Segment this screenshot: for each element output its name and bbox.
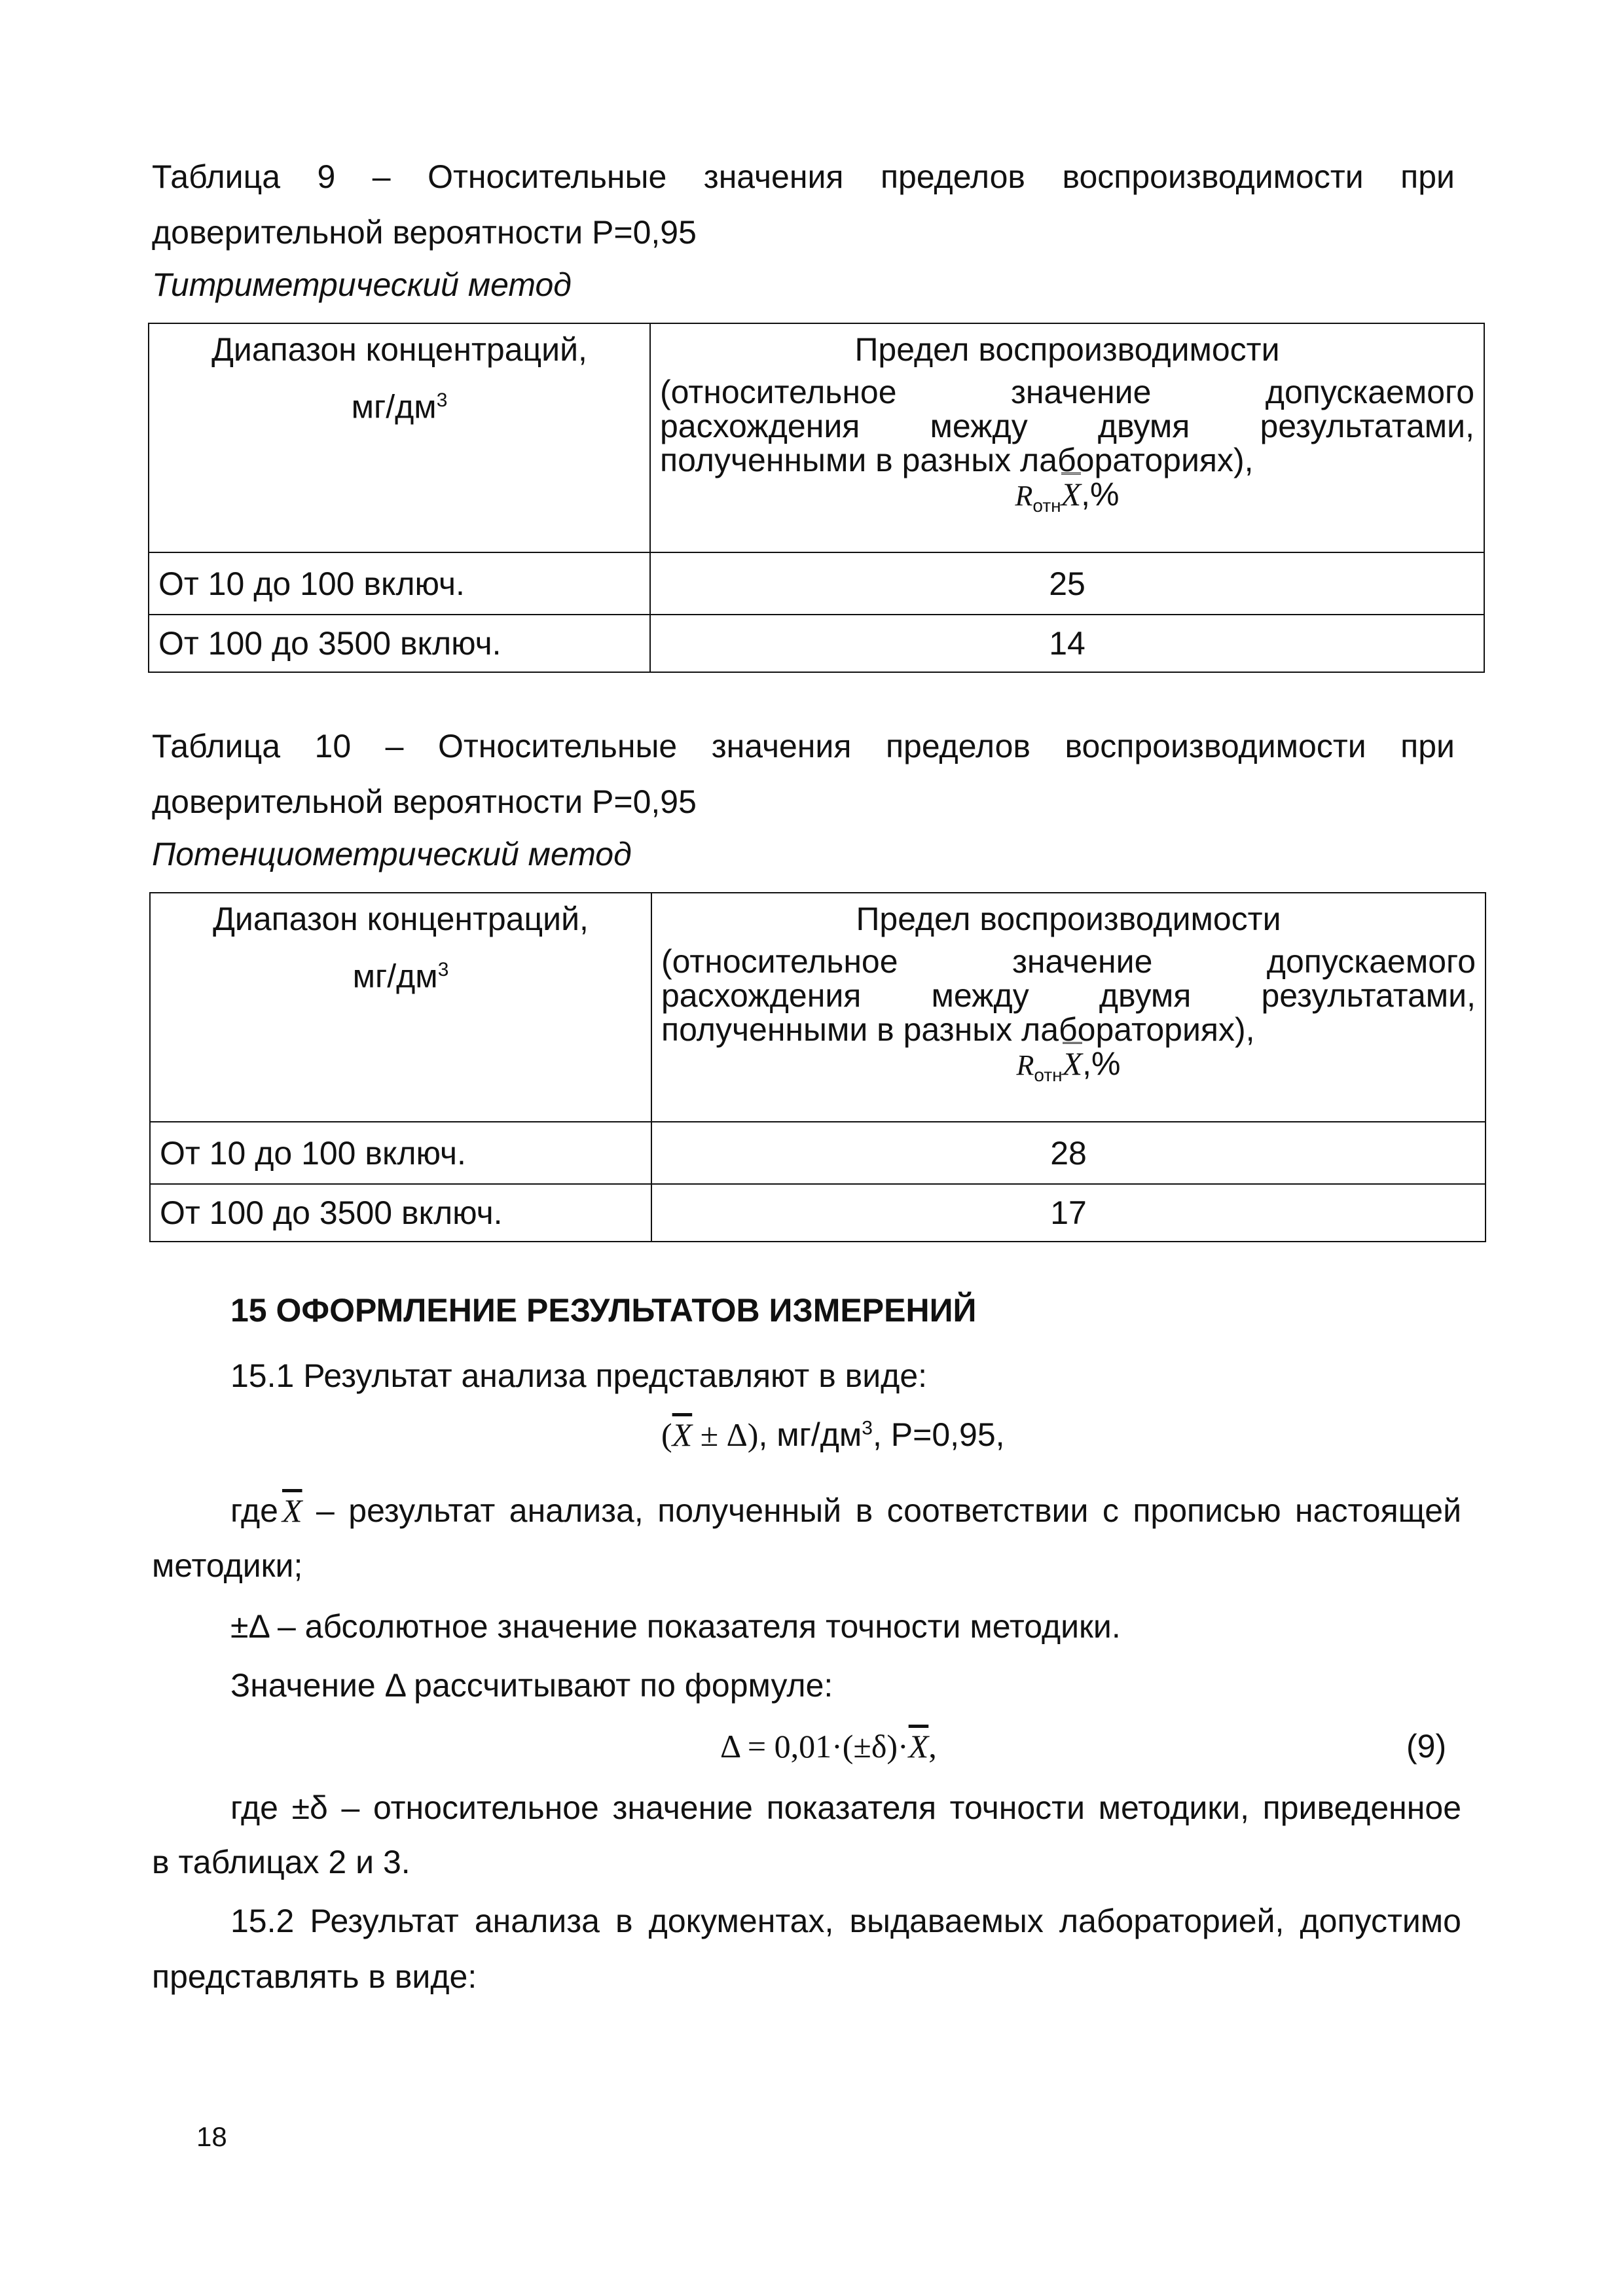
table10-header-range: Диапазон концентраций, $мг/дм^3$ — [150, 893, 651, 1122]
where-x-line: где $\overline{X}$ – результат анализа, полученный в соответствии с прописью настоящей — [230, 1492, 1461, 1529]
table-row: От 10 до 100 включ. 28 — [150, 1122, 1486, 1184]
page-number: 18 — [196, 2121, 227, 2152]
table9-method: Титриметрический метод — [152, 266, 572, 303]
delta-definition: ±Δ – абсолютное значение показателя точности методики. — [230, 1608, 1121, 1645]
table10-caption-line2: доверительной вероятности Р=0,95 — [152, 783, 697, 820]
where-delta-line2: в таблицах 2 и 3. — [152, 1844, 410, 1880]
table-row: От 100 до 3500 включ. 14 — [149, 615, 1484, 672]
table10-method: Потенциометрический метод — [152, 836, 632, 872]
table9-caption-line1: Таблица 9 – Относительные значения пределов воспроизводимости при — [152, 158, 1455, 195]
delta-formula: $\Delta = 0,01\cdot(\pm\delta)\cdot\overline{X}$, — [720, 1728, 937, 1765]
table-row: От 10 до 100 включ. 25 — [149, 552, 1484, 615]
table10 — [149, 892, 1486, 1242]
reproducibility-symbol: $R_{отн}X,\%$ — [660, 477, 1474, 523]
result-formula: $(\overline{X} \pm \Delta)$, $мг/дм^3$, Р=0,95, — [661, 1416, 1005, 1453]
table9-header-row — [149, 323, 1484, 552]
delta-formula-intro: Значение Δ рассчитывают по формуле: — [230, 1667, 833, 1704]
section-title: 15 ОФОРМЛЕНИЕ РЕЗУЛЬТАТОВ ИЗМЕРЕНИЙ — [230, 1292, 977, 1329]
table9-caption-line2: доверительной вероятности Р=0,95 — [152, 214, 697, 251]
table9 — [148, 323, 1485, 673]
table10-header-row — [150, 893, 1486, 1122]
paragraph-15-2-line1: 15.2 Результат анализа в документах, выдаваемых лабораторией, допустимо — [230, 1903, 1461, 1939]
table-row: От 100 до 3500 включ. 17 — [150, 1184, 1486, 1242]
paragraph-15-2-line2: представлять в виде: — [152, 1958, 477, 1995]
where-delta-line1: где ±δ – относительное значение показателя точности методики, приведенное — [230, 1789, 1461, 1826]
table10-caption-line1: Таблица 10 – Относительные значения пределов воспроизводимости при — [152, 728, 1455, 764]
table9-header-limit: Предел воспроизводимости (относительное значение допускаемого расхождения между двумя результатами, полученными в разных лабораториях), $R_{отн}X,\%$ — [650, 323, 1484, 552]
formula-number: (9) — [1406, 1728, 1447, 1765]
table10-header-limit: Предел воспроизводимости (относительное значение допускаемого расхождения между двумя результатами, полученными в разных лабораториях), $R_{отн}X,\%$ — [651, 893, 1486, 1122]
paragraph-15-1: 15.1 Результат анализа представляют в виде: — [230, 1357, 928, 1394]
table9-header-range: Диапазон концентраций, $мг/дм^3$ — [149, 323, 650, 552]
where-x-continuation: методики; — [152, 1547, 303, 1584]
reproducibility-symbol: $R_{отн}X,\%$ — [661, 1047, 1476, 1092]
